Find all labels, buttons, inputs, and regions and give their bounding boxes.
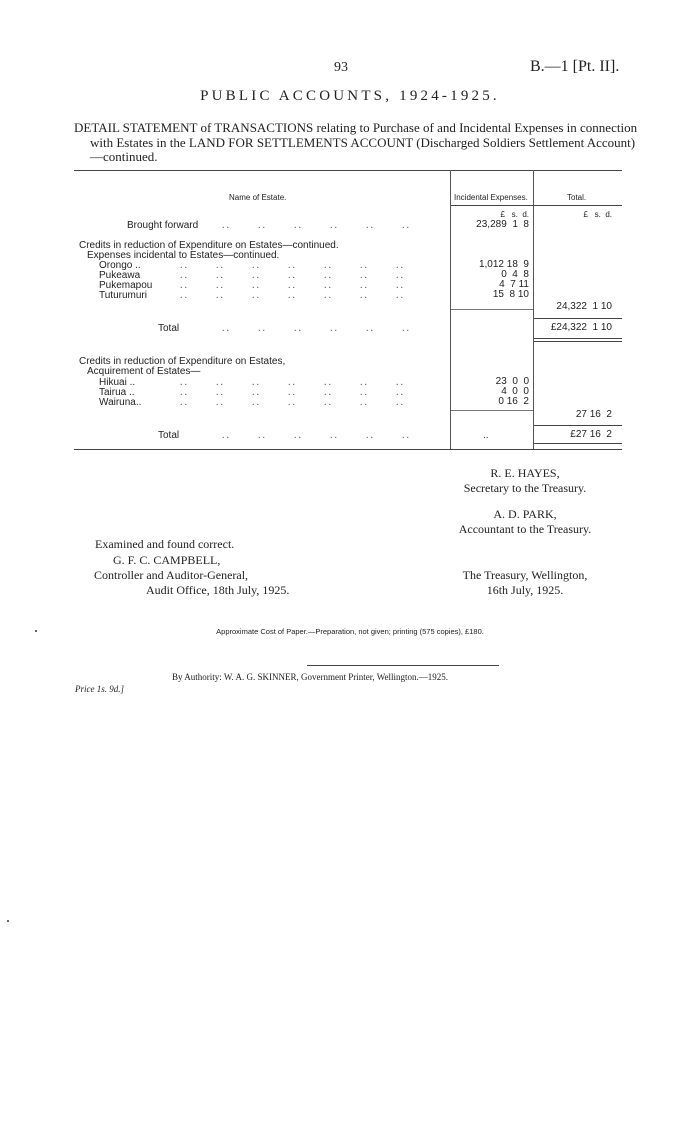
accountant-signature: [440, 507, 610, 537]
secretary-name: R. E. HAYES,: [490, 466, 560, 480]
section2-total-incidental: ..: [483, 430, 489, 441]
price: Price 1s. 9d.]: [75, 684, 124, 694]
document-reference: B.—1 [Pt. II].: [530, 58, 620, 75]
table-top-rule: [74, 170, 622, 171]
brought-forward-amount: 23,289 1 8: [476, 219, 529, 230]
leader-dots: .. .. .. .. .. .. ..: [180, 397, 405, 408]
printer-authority: By Authority: W. A. G. SKINNER, Government Printer, Wellington.—1925.: [172, 672, 448, 682]
page-title: PUBLIC ACCOUNTS, 1924-1925.: [200, 88, 500, 104]
total-rule-top: [534, 318, 622, 319]
accountant-name: A. D. PARK,: [493, 507, 557, 521]
estate-name: Wairuna..: [99, 397, 142, 408]
audit-office-date: Audit Office, 18th July, 1925.: [146, 583, 290, 597]
estate-name: Orongo ..: [99, 260, 141, 271]
accountant-title: Accountant to the Treasury.: [458, 522, 592, 536]
estate-amount: 15 8 10: [492, 289, 529, 300]
section1-heading: Credits in reduction of Expenditure on Estates—continued.: [79, 240, 339, 251]
table-divider-2: [533, 170, 534, 449]
total-rule-double: [534, 338, 622, 339]
section2-total-label: Total: [158, 430, 180, 441]
estate-amount: 0 4 8: [501, 269, 529, 280]
section1-subheading: Expenses incidental to Estates—continued.: [87, 250, 280, 261]
section2-heading: Credits in reduction of Expenditure on Estates,: [79, 356, 286, 367]
column-header-name: Name of Estate.: [229, 193, 287, 202]
authority-rule: [307, 665, 499, 666]
treasury-date: 16th July, 1925.: [486, 583, 564, 597]
estate-name: Hikuai ..: [99, 377, 136, 388]
leader-dots: .. .. .. .. .. ..: [222, 220, 411, 231]
cost-note: Approximate Cost of Paper.—Preparation, not given; printing (575 copies), £180.: [216, 627, 484, 636]
secretary-title: Secretary to the Treasury.: [463, 481, 587, 495]
estate-amount: 4 0 0: [501, 386, 529, 397]
estate-amount: 4 7 11: [499, 279, 529, 290]
brought-forward-label: Brought forward: [127, 220, 199, 231]
estate-name: Pukeawa: [99, 270, 141, 281]
leader-dots: .. .. .. .. .. .. ..: [180, 260, 405, 271]
column-header-incidental: Incidental Expenses.: [454, 193, 528, 202]
section2-subtotal: 27 16 2: [575, 409, 612, 420]
total-rule-top: [534, 425, 622, 426]
header-underline: [451, 205, 622, 206]
auditor-title: Controller and Auditor-General,: [94, 568, 249, 582]
estate-amount: 1,012 18 9: [478, 259, 529, 270]
section1-total-label: Total: [158, 323, 180, 334]
section2-subheading: Acquirement of Estates—: [87, 366, 201, 377]
currency-heading-incidental: £ s. d.: [500, 210, 529, 219]
page-number: 93: [334, 60, 348, 75]
estate-amount: 23 0 0: [495, 376, 529, 387]
treasury-place: The Treasury, Wellington,: [462, 568, 588, 582]
leader-dots: .. .. .. .. .. ..: [222, 323, 411, 334]
estate-name: Tuturumuri: [99, 290, 147, 301]
table-bottom-rule: [74, 449, 622, 450]
currency-heading-total: £ s. d.: [583, 210, 612, 219]
scan-mark: [7, 920, 9, 922]
section1-subtotal: 24,322 1 10: [556, 301, 612, 312]
total-rule-double: [534, 443, 622, 444]
examined-note: Examined and found correct.: [95, 537, 235, 551]
column-header-total: Total.: [567, 193, 587, 202]
leader-dots: .. .. .. .. .. .. ..: [180, 387, 405, 398]
auditor-name: G. F. C. CAMPBELL,: [113, 553, 221, 567]
scan-mark: [35, 630, 37, 632]
leader-dots: .. .. .. .. .. .. ..: [180, 280, 405, 291]
leader-dots: .. .. .. .. .. .. ..: [180, 377, 405, 388]
subtotal-rule: [451, 410, 533, 411]
estate-name: Tairua ..: [99, 387, 135, 398]
section2-total: £27 16 2: [570, 429, 612, 440]
leader-dots: .. .. .. .. .. .. ..: [180, 270, 405, 281]
treasury-location: [440, 568, 610, 598]
section1-total: £24,322 1 10: [550, 322, 612, 333]
secretary-signature: [440, 466, 610, 496]
estate-name: Pukemapou: [99, 280, 153, 291]
leader-dots: .. .. .. .. .. .. ..: [180, 290, 405, 301]
statement-heading: DETAIL STATEMENT of TRANSACTIONS relating to Purchase of and Incidental Expenses in connection with Estates in the LAND FOR SETTLEMENTS ACCOUNT (Discharged Soldiers Settlement Account)—continued.: [74, 120, 638, 164]
total-rule-double: [534, 341, 622, 342]
subtotal-rule: [451, 309, 533, 310]
estate-amount: 0 16 2: [498, 396, 529, 407]
leader-dots: .. .. .. .. .. ..: [222, 430, 411, 441]
